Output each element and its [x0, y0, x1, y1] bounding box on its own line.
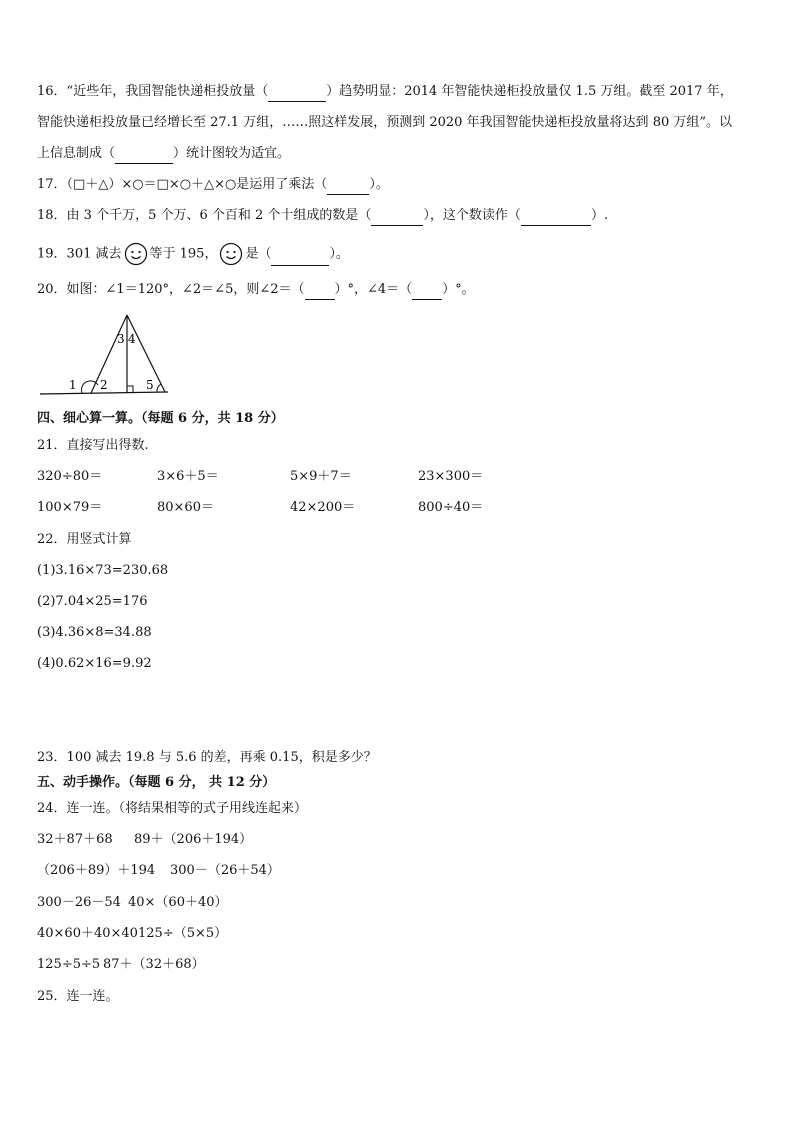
- q24-left-expression[interactable]: 40×60＋40×40: [37, 926, 138, 941]
- q20-text-a: 20．如图：∠1＝120°，∠2＝∠5，则∠2＝（: [37, 282, 305, 297]
- q24-right-expression[interactable]: 87＋（32＋68）: [103, 957, 205, 972]
- angle-5-arc: [157, 384, 161, 392]
- q18-text-c: ）.: [590, 208, 609, 223]
- smiley-face-icon: [124, 242, 148, 266]
- q22-title: 22．用竖式计算: [37, 532, 132, 547]
- angle-label-1: 1: [69, 378, 77, 392]
- q19-text-c: 是（: [245, 246, 272, 262]
- section-5-title: 五、动手操作。（每题 6 分， 共 12 分）: [37, 775, 276, 790]
- triangle-left-side: [91, 315, 127, 393]
- q19-text-a: 19．301 减去: [37, 246, 122, 262]
- q19-text-b: 等于 195，: [149, 246, 218, 262]
- q18-text-b: ），这个数读作（: [423, 208, 521, 223]
- q17-line: [37, 175, 389, 195]
- q21-item: 320÷80＝: [37, 469, 103, 484]
- q16-line1: [37, 82, 733, 102]
- q21-item: 80×60＝: [157, 500, 214, 515]
- q23-text: 23．100 减去 19.8 与 5.6 的差，再乘 0.15，积是多少？: [37, 750, 377, 765]
- q16-line2: 智能快递柜投放量已经增长至 27.1 万组，……照这样发展，预测到 2020 年我国智能快递柜投放量将达到 80 万组”。以: [37, 115, 733, 130]
- q24-left-expression[interactable]: 32＋87＋68: [37, 832, 113, 847]
- q22-item: (1)3.16×73=230.68: [37, 563, 169, 578]
- q21-item: 5×9＋7＝: [290, 469, 352, 484]
- section-4-title: 四、细心算一算。（每题 6 分，共 18 分）: [37, 411, 284, 426]
- q20-blank-2[interactable]: [412, 285, 442, 300]
- q17-text-a: 17．（□＋△）×○＝□×○＋△×○是运用了乘法（: [37, 177, 328, 192]
- angle-label-5: 5: [146, 378, 154, 392]
- angle-label-4: 4: [128, 332, 136, 346]
- q21-item: 3×6＋5＝: [157, 469, 219, 484]
- q24-right-expression[interactable]: 300－（26＋54）: [170, 863, 280, 878]
- q16-blank-1[interactable]: [268, 87, 326, 102]
- q19-line: [37, 242, 349, 266]
- q20-text-b: ）°，∠4＝（: [334, 282, 413, 297]
- q18-text-a: 18．由 3 个千万，5 个万、6 个百和 2 个十组成的数是（: [37, 208, 372, 223]
- q16-line3: [37, 144, 290, 164]
- q24-title: 24．连一连。（将结果相等的式子用线连起来）: [37, 801, 308, 816]
- q18-blank-1[interactable]: [371, 211, 423, 226]
- q21-item: 800÷40＝: [418, 500, 484, 515]
- q21-item: 23×300＝: [418, 469, 484, 484]
- q24-left-expression[interactable]: 125÷5÷5: [37, 957, 101, 972]
- q18-blank-2[interactable]: [521, 211, 591, 226]
- q18-line: [37, 206, 608, 226]
- q21-item: 42×200＝: [290, 500, 356, 515]
- q20-text-c: ）°。: [442, 282, 475, 297]
- q21-item: 100×79＝: [37, 500, 103, 515]
- q24-right-expression[interactable]: 40×（60＋40）: [128, 895, 228, 910]
- q19-blank[interactable]: [271, 251, 329, 266]
- q16-blank-2[interactable]: [115, 149, 173, 164]
- q24-left-expression[interactable]: （206＋89）＋194: [37, 863, 156, 878]
- base-line: [40, 392, 168, 394]
- q22-item: (4)0.62×16=9.92: [37, 656, 152, 671]
- q24-right-expression[interactable]: 89＋（206＋194）: [134, 832, 253, 847]
- angle-label-2: 2: [100, 378, 108, 392]
- q21-title: 21．直接写出得数.: [37, 438, 149, 453]
- q16-text-d: ）统计图较为适宜。: [173, 146, 291, 161]
- q16-text-c: 上信息制成（: [37, 146, 116, 161]
- q25-text: 25．连一连。: [37, 989, 119, 1004]
- q17-blank[interactable]: [327, 180, 369, 195]
- q20-blank-1[interactable]: [305, 285, 335, 300]
- q16-text-a: 16．“近些年，我国智能快递柜投放量（: [37, 84, 269, 99]
- q16-text-b: ）趋势明显：2014 年智能快递柜投放量仅 1.5 万组。截至 2017 年，: [326, 84, 733, 99]
- q24-left-expression[interactable]: 300－26－54: [37, 895, 121, 910]
- smiley-face-icon: [219, 242, 243, 266]
- q24-right-expression[interactable]: 125÷（5×5）: [138, 926, 228, 941]
- angle-label-3: 3: [117, 332, 125, 346]
- q19-text-d: ）。: [329, 246, 349, 262]
- q22-item: (3)4.36×8=34.88: [37, 625, 152, 640]
- q17-text-b: ）。: [369, 177, 389, 192]
- q20-line: [37, 280, 475, 300]
- triangle-angle-figure: [36, 310, 176, 400]
- q22-item: (2)7.04×25=176: [37, 594, 148, 609]
- angle-1-arc: [81, 381, 98, 393]
- right-angle-mark: [127, 386, 133, 393]
